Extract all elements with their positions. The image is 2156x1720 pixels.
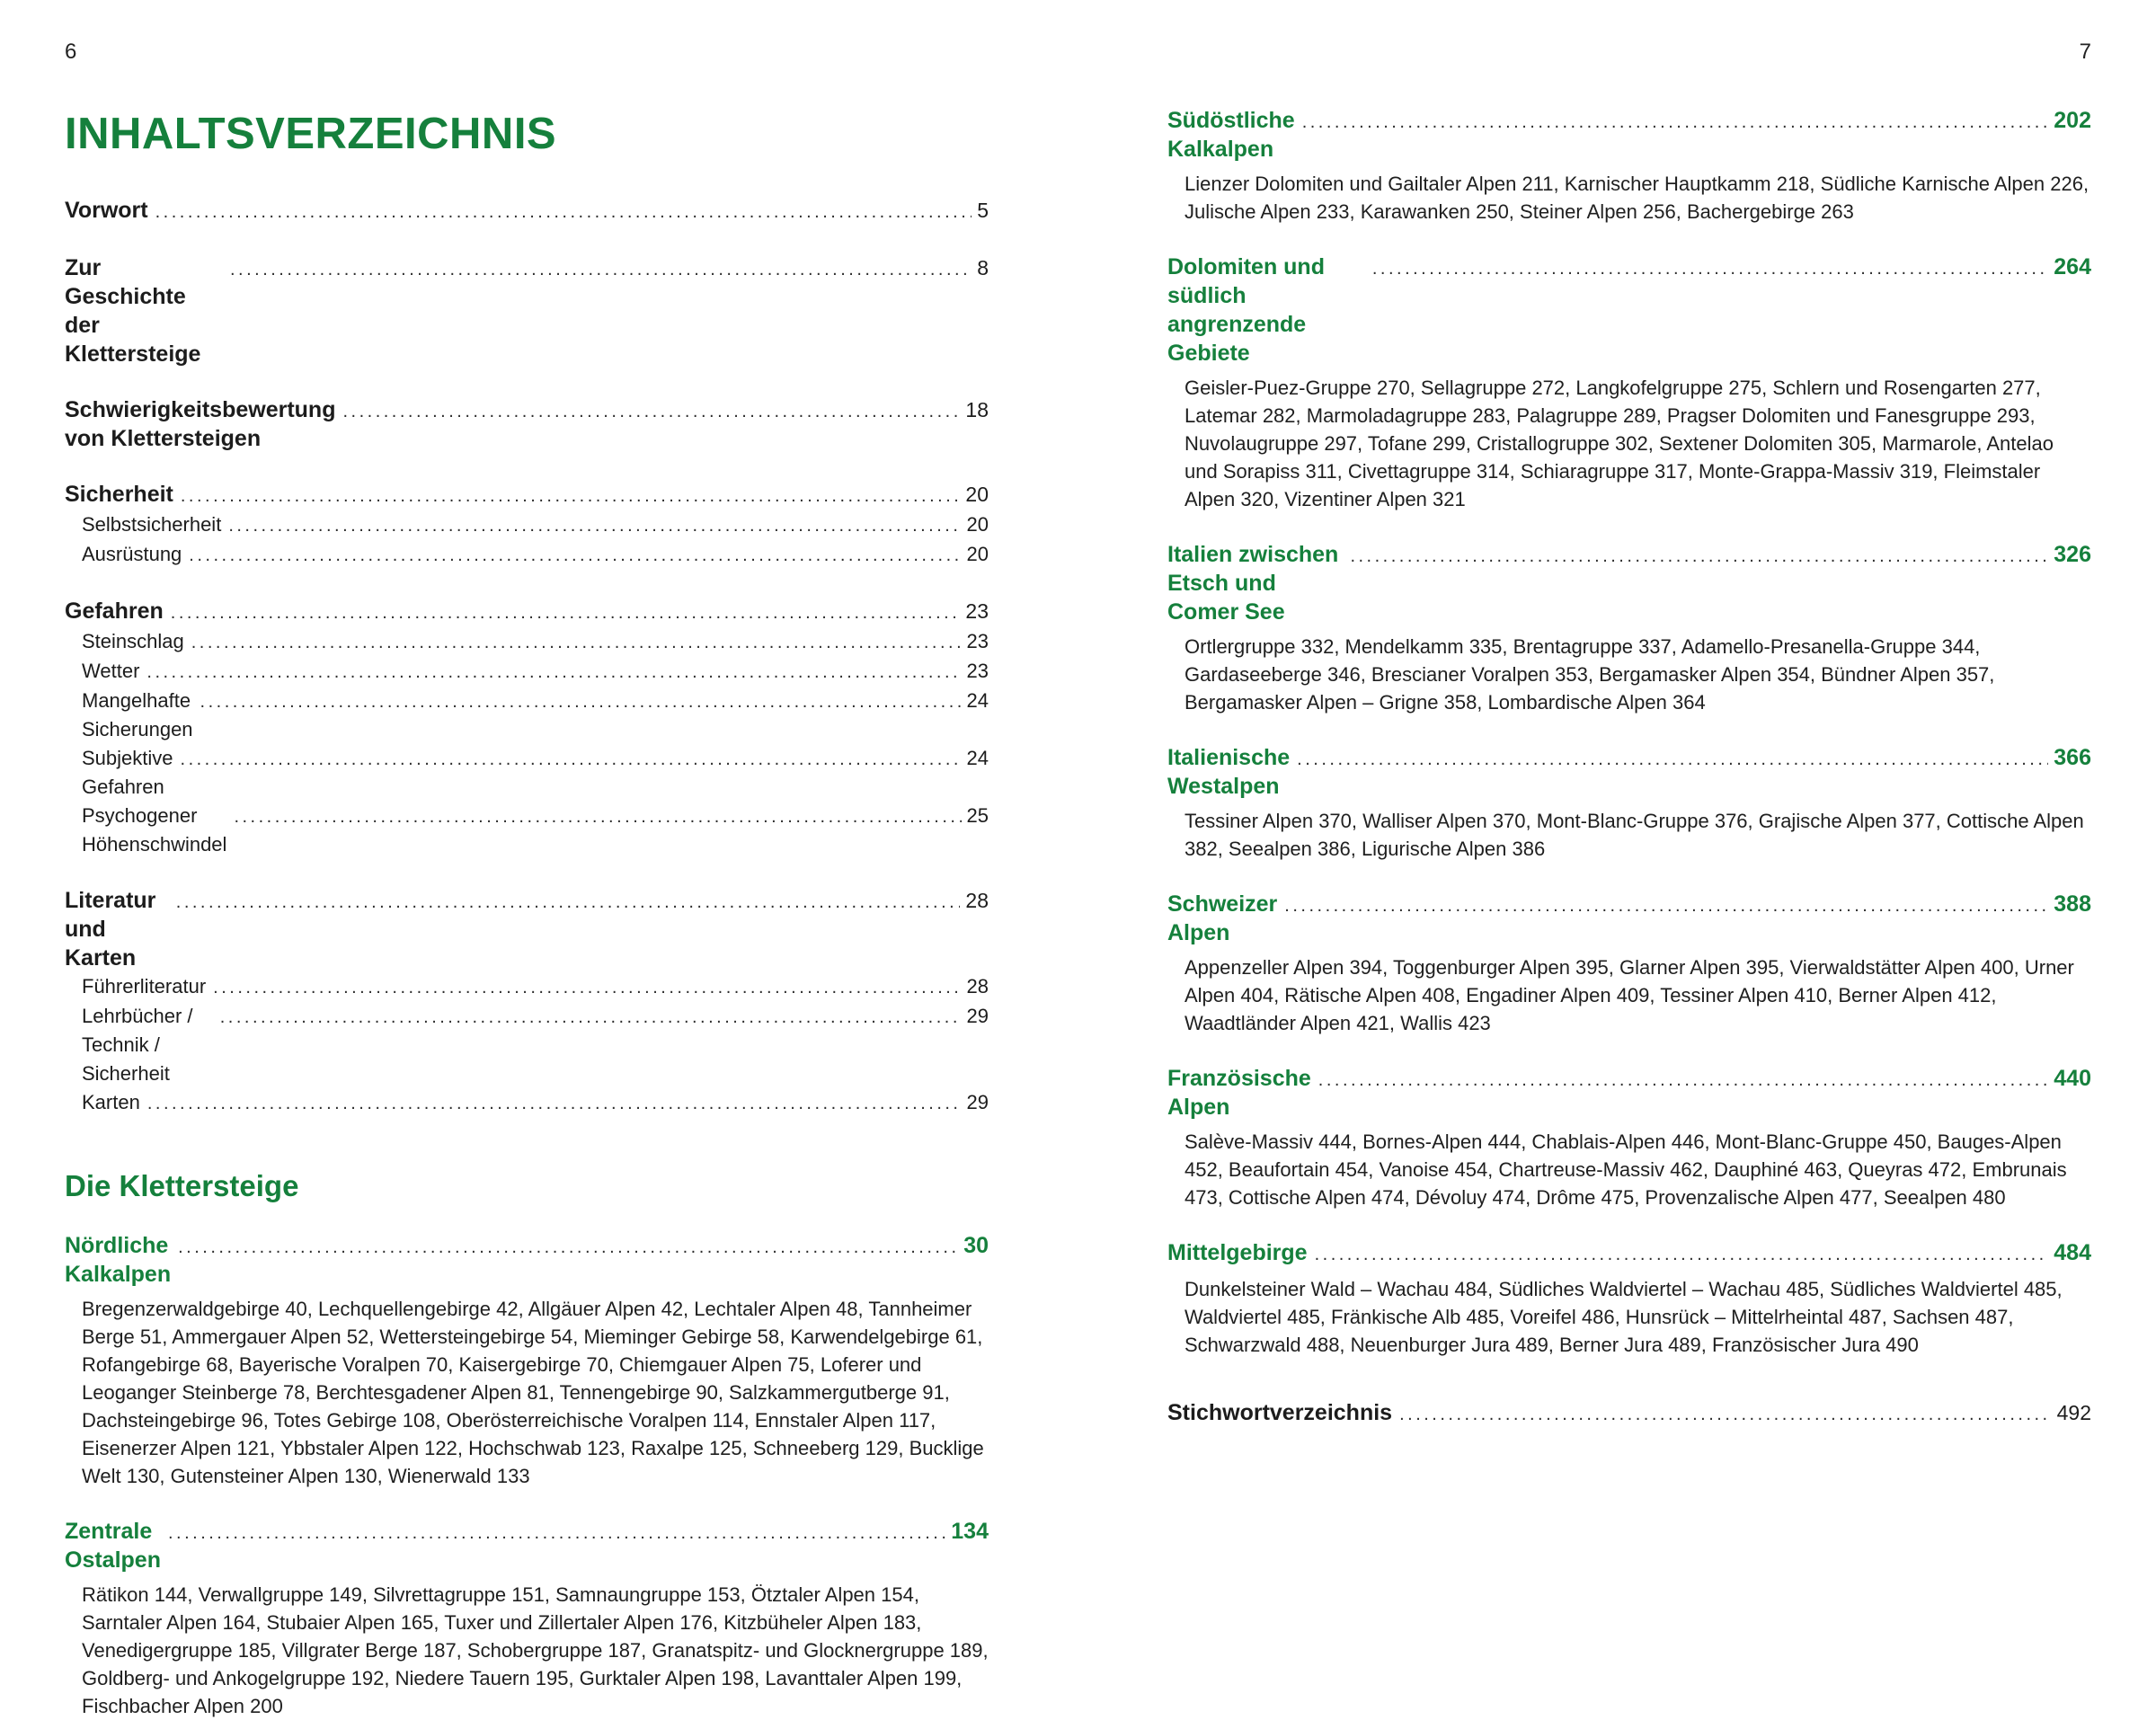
toc-chapter-label: Nördliche Kalkalpen: [65, 1233, 172, 1287]
toc-chapter-page: 326: [2054, 542, 2091, 567]
toc-entry-stichwortverzeichnis: [1167, 1398, 2091, 1429]
toc-chapter-franzoesische-alpen: [1167, 1064, 2091, 1211]
toc-subentry-label: Karten: [82, 1091, 140, 1113]
toc-entry-page: 23: [965, 599, 989, 623]
toc-subentry-page: 23: [966, 660, 989, 682]
toc-subentry: [65, 744, 989, 802]
toc-chapter-page: 202: [2054, 108, 2091, 133]
dot-leader: [200, 687, 962, 716]
dot-leader: [230, 255, 972, 284]
page-number-left: 6: [65, 40, 77, 64]
toc-chapter-label: Dolomiten und südlich angrenzende Gebiete: [1167, 254, 1325, 366]
dot-leader: [171, 598, 961, 627]
toc-chapter-schweizer-alpen: [1167, 890, 2091, 1037]
toc-entry-sicherheit: [65, 480, 989, 510]
toc-entry-vorwort: [65, 196, 989, 226]
toc-chapter-row: [1167, 1064, 2091, 1122]
toc-left-page: [65, 40, 989, 1717]
toc-chapter-label: Schweizer Alpen: [1167, 891, 1278, 945]
toc-chapter-row: [1167, 106, 2091, 164]
toc-subentry-page: 29: [966, 1005, 989, 1027]
toc-subentry: [65, 540, 989, 570]
dot-leader: [1315, 1240, 2049, 1269]
toc-entry-label: Zur Geschichte der Klettersteige: [65, 255, 201, 367]
toc-entry-page: 28: [965, 889, 989, 912]
chapter-description: Bregenzerwaldgebirge 40, Lechquellengebirge 42, Allgäuer Alpen 42, Lechtaler Alpen 48, Tannheimer Berge 51, Ammergauer Alpen 52, Wettersteingebirge 54, Mieminger Gebirge 58, Karwendelgebirge 61, Rofangebirge 68, Bayerische Voralpen 70, Kaisergebirge 70, Chiemgauer Alpen 75, Loferer und Leoganger Steinberge 78, Berchtesgadener Alpen 81, Tennengebirge 90, Salzkammergutberge 91, Dachsteingebirge 96, Totes Gebirge 108, Oberösterreichische Voralpen 114, Ennstaler Alpen 117, Eisenerzer Alpen 121, Ybbstaler Alpen 122, Hochschwab 123, Raxalpe 125, Schneeberg 129, Bucklige Welt 130, Gutensteiner Alpen 130, Wienerwald 133: [82, 1298, 984, 1487]
dot-leader: [146, 658, 961, 687]
toc-chapter-row: [1167, 1238, 2091, 1269]
toc-chapter-italienische-westalpen: [1167, 743, 2091, 863]
dot-leader: [1302, 108, 2049, 137]
toc-chapter-label: Südöstliche Kalkalpen: [1167, 108, 1295, 162]
dot-leader: [234, 802, 961, 831]
toc-entry-label: Stichwortverzeichnis: [1167, 1400, 1393, 1425]
toc-entry-schwierigkeitsbewertung: [65, 395, 989, 453]
dot-leader: [1399, 1400, 2052, 1429]
dot-leader: [1372, 254, 2048, 283]
toc-entry-geschichte: [65, 253, 989, 368]
toc-chapter-mittelgebirge: [1167, 1238, 2091, 1359]
toc-entry-label: Vorwort: [65, 198, 148, 223]
dot-leader: [176, 888, 961, 917]
toc-subentry-label: Selbstsicherheit: [82, 513, 222, 536]
toc-subentry-label: Ausrüstung: [82, 543, 182, 565]
toc-chapter-label: Zentrale Ostalpen: [65, 1519, 161, 1573]
toc-chapter-page: 440: [2054, 1066, 2091, 1091]
toc-entry-gefahren: [65, 597, 989, 627]
dot-leader: [1284, 891, 2048, 920]
dot-leader: [220, 1003, 962, 1032]
toc-subentry-label: Wetter: [82, 660, 140, 682]
chapter-description: Ortlergruppe 332, Mendelkamm 335, Brentagruppe 337, Adamello-Presanella-Gruppe 344, Gardaseeberge 346, Brescianer Voralpen 353, Bergamasker Alpen 354, Bündner Alpen 357, Bergamasker Alpen – Grigne 358, Lombardische Alpen 364: [1184, 635, 1995, 714]
toc-subentry-label: Mangelhafte Sicherungen: [82, 689, 193, 740]
toc-subentry-page: 25: [966, 804, 989, 827]
toc-entry-page: 18: [965, 398, 989, 421]
chapter-description: Dunkelsteiner Wald – Wachau 484, Südliches Waldviertel – Wachau 485, Südliches Waldviertel 485, Waldviertel 485, Fränkische Alb 485, Voreifel 486, Hunsrück – Mittelrheintal 487, Sachsen 487, Schwarzwald 488, Neuenburger Jura 489, Berner Jura 489, Französischer Jura 490: [1184, 1278, 2063, 1356]
dot-leader: [155, 198, 972, 226]
toc-chapter-page: 484: [2054, 1240, 2091, 1265]
toc-subentry-label: Psychogener Höhenschwindel: [82, 804, 227, 856]
dot-leader: [1297, 745, 2048, 774]
toc-chapter-row: [1167, 540, 2091, 626]
toc-subentry-page: 24: [966, 747, 989, 769]
toc-subentry-page: 23: [966, 630, 989, 652]
page-number-right: 7: [2079, 40, 2091, 64]
dot-leader: [181, 745, 962, 774]
toc-subentry: [65, 687, 989, 744]
toc-entry-label: Literatur und Karten: [65, 888, 156, 971]
toc-chapter-page: 366: [2054, 745, 2091, 770]
toc-entry-page: 20: [965, 483, 989, 506]
toc-chapter-label: Französische Alpen: [1167, 1066, 1311, 1120]
toc-subentry-label: Subjektive Gefahren: [82, 747, 173, 798]
toc-subentry-page: 28: [966, 975, 989, 997]
chapter-description: Lienzer Dolomiten und Gailtaler Alpen 211, Karnischer Hauptkamm 218, Südliche Karnische Alpen 226, Julische Alpen 233, Karawanken 250, Steiner Alpen 256, Bachergebirge 263: [1184, 173, 2089, 223]
toc-chapter-page: 388: [2054, 891, 2091, 917]
toc-chapter-row: [65, 1517, 989, 1574]
dot-leader: [178, 1233, 958, 1262]
toc-subentry: [65, 972, 989, 1002]
toc-entry-literatur: [65, 886, 989, 972]
toc-chapter-italien-etsch-comer-see: [1167, 540, 2091, 716]
toc-chapter-noerdliche-kalkalpen: [65, 1231, 989, 1490]
chapter-description: Geisler-Puez-Gruppe 270, Sellagruppe 272, Langkofelgruppe 275, Schlern und Rosengarten 277, Latemar 282, Marmoladagruppe 283, Palagruppe 289, Pragser Dolomiten und Fanesgruppe 293, Nuvolaugruppe 297, Tofane 299, Cristallogruppe 302, Sextener Dolomiten 305, Marmarole, Antelao und Sorapiss 311, Civettagruppe 314, Schiaragruppe 317, Monte-Grappa-Massiv 319, Fleimstaler Alpen 320, Vizentiner Alpen 321: [1184, 377, 2054, 510]
toc-chapter-zentrale-ostalpen: [65, 1517, 989, 1720]
toc-entry-page: 8: [977, 256, 989, 279]
toc-chapter-page: 30: [963, 1233, 989, 1258]
toc-subentry-page: 29: [966, 1091, 989, 1113]
toc-chapter-row: [65, 1231, 989, 1289]
chapter-description: Salève-Massiv 444, Bornes-Alpen 444, Chablais-Alpen 446, Mont-Blanc-Gruppe 450, Bauges-Alpen 452, Beaufortain 454, Vanoise 454, Chartreuse-Massiv 462, Dauphiné 463, Queyras 472, Embrunais 473, Cottische Alpen 474, Dévoluy 474, Drôme 475, Provenzalische Alpen 477, Seealpen 480: [1184, 1130, 2067, 1209]
toc-subentry: [65, 1002, 989, 1088]
toc-entry-label: Sicherheit: [65, 482, 173, 507]
toc-subentry-label: Führerliteratur: [82, 975, 207, 997]
dot-leader: [1318, 1066, 2049, 1095]
toc-subentry-label: Steinschlag: [82, 630, 184, 652]
toc-entry-page: 5: [977, 199, 989, 222]
toc-chapter-suedoestliche-kalkalpen: [1167, 106, 2091, 226]
toc-subentry: [65, 1088, 989, 1118]
toc-subentry-page: 24: [966, 689, 989, 712]
toc-subentry: [65, 657, 989, 687]
toc-entry-label: Gefahren: [65, 598, 164, 624]
toc-subentry-label: Lehrbücher / Technik / Sicherheit: [82, 1005, 193, 1085]
toc-subentry-page: 20: [966, 513, 989, 536]
dot-leader: [147, 1089, 962, 1118]
section-heading: Die Klettersteige: [65, 1169, 299, 1202]
dot-leader: [191, 628, 962, 657]
page-title: INHALTSVERZEICHNIS: [65, 110, 557, 158]
dot-leader: [189, 541, 961, 570]
toc-chapter-row: [1167, 890, 2091, 947]
toc-subentry: [65, 802, 989, 859]
dot-leader: [213, 973, 961, 1002]
toc-chapter-page: 264: [2054, 254, 2091, 279]
toc-chapter-label: Italien zwischen Etsch und Comer See: [1167, 542, 1339, 625]
toc-subentry: [65, 627, 989, 657]
toc-right-page: [1167, 40, 2091, 1521]
toc-subentry-page: 20: [966, 543, 989, 565]
chapter-description: Tessiner Alpen 370, Walliser Alpen 370, Mont-Blanc-Gruppe 376, Grajische Alpen 377, Cottische Alpen 382, Seealpen 386, Ligurische Alpen 386: [1184, 810, 2084, 860]
toc-chapter-row: [1167, 743, 2091, 801]
chapter-description: Rätikon 144, Verwallgruppe 149, Silvrettagruppe 151, Samnaungruppe 153, Ötztaler Alpen 154, Sarntaler Alpen 164, Stubaier Alpen 165, Tuxer und Zillertaler Alpen 176, Kitzbüheler Alpen 183, Venedigergruppe 185, Villgrater Berge 187, Schobergruppe 187, Granatspitz- und Glocknergruppe 189, Goldberg- und Ankogelgruppe 192, Niedere Tauern 195, Gurktaler Alpen 198, Lavanttaler Alpen 199, Fischbacher Alpen 200: [82, 1583, 989, 1717]
dot-leader: [228, 511, 961, 540]
toc-chapter-page: 134: [951, 1519, 989, 1544]
dot-leader: [1350, 542, 2048, 571]
toc-chapter-label: Mittelgebirge: [1167, 1240, 1308, 1265]
toc-subentry: [65, 510, 989, 540]
toc-chapter-dolomiten: [1167, 253, 2091, 513]
dot-leader: [181, 482, 961, 510]
toc-entry-page: 492: [2056, 1401, 2091, 1424]
dot-leader: [342, 397, 960, 426]
toc-chapter-label: Italienische Westalpen: [1167, 745, 1291, 799]
toc-entry-label: Schwierigkeitsbewertung von Klettersteigen: [65, 397, 336, 451]
chapter-description: Appenzeller Alpen 394, Toggenburger Alpen 395, Glarner Alpen 395, Vierwaldstätter Alpen 400, Urner Alpen 404, Rätische Alpen 408, Engadiner Alpen 409, Tessiner Alpen 410, Berner Alpen 412, Waadtländer Alpen 421, Wallis 423: [1184, 956, 2074, 1034]
toc-chapter-row: [1167, 253, 2091, 368]
dot-leader: [168, 1519, 945, 1547]
